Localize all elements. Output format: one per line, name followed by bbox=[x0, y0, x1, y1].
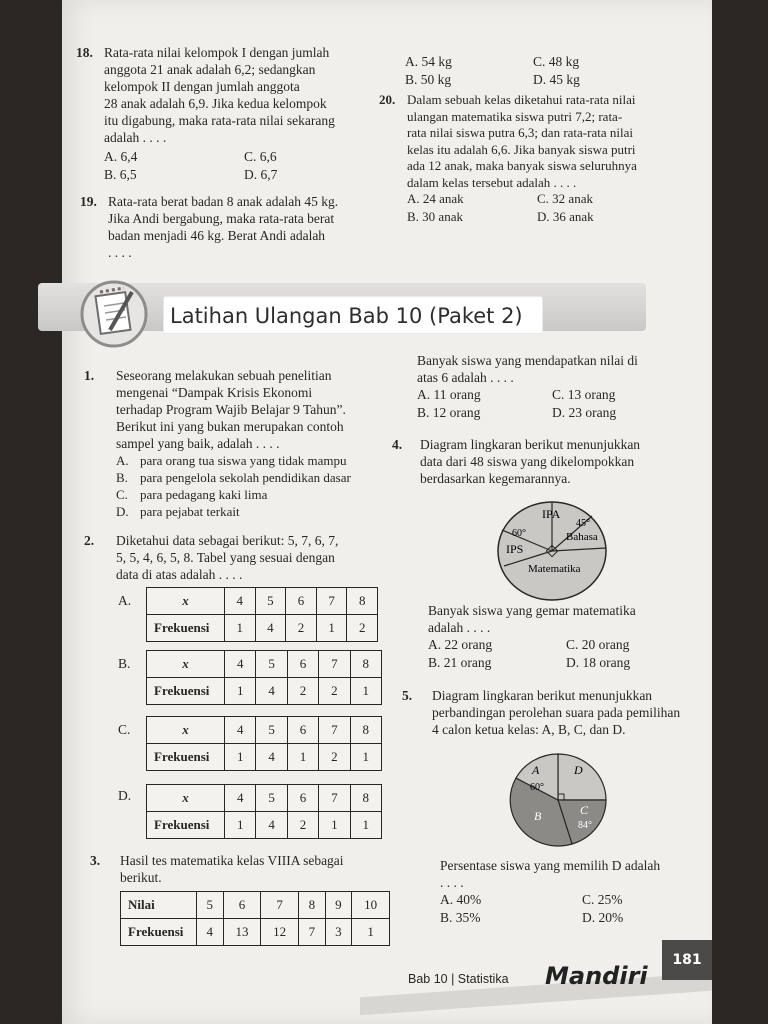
answer-option: D. 18 orang bbox=[566, 655, 631, 670]
question-line: Persentase siswa yang memilih D adalah bbox=[440, 858, 661, 873]
answer-options bbox=[104, 148, 369, 183]
answer-option: B. 30 anak bbox=[407, 208, 463, 224]
answer-option: D. 45 kg bbox=[533, 72, 580, 87]
table-cell: 8 bbox=[350, 717, 381, 744]
answer-option: A. 11 orang bbox=[417, 387, 481, 402]
page-number: 181 bbox=[662, 940, 712, 980]
table-cell: 4 bbox=[255, 615, 286, 642]
table-cell: 1 bbox=[352, 919, 390, 946]
table-cell: 4 bbox=[225, 651, 256, 678]
answer-option: B. 35% bbox=[440, 910, 481, 925]
table-cell: 7 bbox=[299, 919, 326, 946]
answer-options bbox=[428, 636, 698, 671]
problem-5-continued bbox=[440, 857, 708, 926]
table-cell: 1 bbox=[350, 678, 381, 705]
table-cell: 7 bbox=[319, 785, 350, 812]
table-cell: 5 bbox=[256, 651, 287, 678]
answer-option: D. 23 orang bbox=[552, 405, 617, 420]
table-cell: 7 bbox=[316, 588, 347, 615]
question-number: 18. bbox=[76, 45, 93, 60]
option-label: A. bbox=[118, 593, 132, 608]
question-line: adalah . . . . bbox=[104, 130, 167, 145]
header-frekuensi: Frekuensi bbox=[121, 919, 197, 946]
table-cell: 4 bbox=[225, 588, 256, 615]
answer-options bbox=[116, 452, 391, 520]
header-frekuensi: Frekuensi bbox=[147, 678, 225, 705]
nilai-frequency-table bbox=[120, 891, 390, 946]
table-cell: 5 bbox=[197, 892, 224, 919]
question-line: kelas itu adalah 6,6. Jika banyak siswa putri bbox=[407, 141, 636, 157]
problem-4 bbox=[392, 436, 690, 487]
answer-option: B. 21 orang bbox=[428, 655, 492, 670]
table-cell: 4 bbox=[225, 717, 256, 744]
table-cell: 1 bbox=[225, 615, 256, 642]
answer-option: B. 50 kg bbox=[405, 72, 452, 87]
answer-option: D. 20% bbox=[582, 910, 624, 925]
answer-option: C. 48 kg bbox=[533, 54, 580, 69]
answer-option: D. para pejabat terkait bbox=[116, 504, 240, 519]
question-line: Dalam sebuah kelas diketahui rata-rata nilai bbox=[407, 92, 636, 107]
frequency-table bbox=[146, 587, 378, 642]
question-line: Diagram lingkaran berikut menunjukkan bbox=[420, 437, 641, 452]
question-19 bbox=[80, 193, 373, 261]
frequency-table bbox=[146, 650, 382, 705]
table-cell: 2 bbox=[286, 615, 317, 642]
frequency-table bbox=[146, 716, 382, 771]
answer-option: C. 20 orang bbox=[566, 637, 630, 652]
question-number: 1. bbox=[84, 368, 95, 383]
table-cell: 13 bbox=[223, 919, 261, 946]
answer-option: D. 6,7 bbox=[244, 167, 278, 182]
answer-option: A. para orang tua siswa yang tidak mampu bbox=[116, 453, 347, 468]
table-cell: 2 bbox=[319, 744, 350, 771]
question-number: 20. bbox=[379, 92, 396, 107]
question-line: ada 12 anak, maka banyak siswa seluruhnya bbox=[407, 158, 637, 173]
question-line: dalam kelas tersebut adalah . . . . bbox=[407, 174, 577, 190]
question-line: itu digabung, maka rata-rata nilai sekarang bbox=[104, 113, 335, 128]
table-cell: 1 bbox=[225, 678, 256, 705]
answer-option: A. 54 kg bbox=[405, 54, 452, 69]
question-line: Rata-rata nilai kelompok I dengan jumlah bbox=[104, 45, 330, 60]
notepad-icon bbox=[80, 278, 150, 350]
answer-option: C. 25% bbox=[582, 892, 623, 907]
question-line: data dari 48 siswa yang dikelompokkan bbox=[420, 454, 635, 469]
question-line: rata nilai siswa putra 6,3; dan rata-rata nilai bbox=[407, 125, 633, 140]
table-cell: 7 bbox=[261, 892, 299, 919]
table-cell: 7 bbox=[319, 651, 350, 678]
answer-option: B. 6,5 bbox=[104, 167, 137, 182]
frequency-table bbox=[146, 784, 382, 839]
answer-option: B. para pengelola sekolah pendidikan dasar bbox=[116, 470, 351, 485]
table-cell: 2 bbox=[347, 615, 378, 642]
header-x: x bbox=[147, 588, 225, 615]
table-cell: 3 bbox=[325, 919, 352, 946]
question-line: 4 calon ketua kelas: A, B, C, dan D. bbox=[432, 722, 626, 737]
question-line: atas 6 adalah . . . . bbox=[417, 370, 514, 385]
question-line: kelompok II dengan jumlah anggota bbox=[104, 79, 300, 94]
table-cell: 8 bbox=[299, 892, 326, 919]
problem-3-continued bbox=[417, 352, 687, 421]
question-line: 28 anak adalah 6,9. Jika kedua kelompok bbox=[104, 96, 327, 111]
table-cell: 7 bbox=[319, 717, 350, 744]
pie-angle-c: 84° bbox=[578, 820, 592, 831]
table-cell: 5 bbox=[255, 588, 286, 615]
question-line: Seseorang melakukan sebuah penelitian bbox=[116, 368, 332, 383]
question-line: Rata-rata berat badan 8 anak adalah 45 kg. bbox=[108, 194, 339, 209]
table-cell: 6 bbox=[287, 717, 318, 744]
question-19-options bbox=[405, 53, 645, 88]
table-cell: 8 bbox=[350, 651, 381, 678]
answer-option: C. para pedagang kaki lima bbox=[116, 487, 268, 502]
pie-label-d: D bbox=[574, 763, 583, 777]
question-number: 19. bbox=[80, 194, 97, 209]
answer-option: A. 6,4 bbox=[104, 149, 138, 164]
header-x: x bbox=[147, 785, 225, 812]
table-cell: 5 bbox=[256, 717, 287, 744]
question-line: . . . . bbox=[108, 245, 132, 260]
answer-option: A. 40% bbox=[440, 892, 482, 907]
header-nilai: Nilai bbox=[121, 892, 197, 919]
question-line: anggota 21 anak adalah 6,2; sedangkan bbox=[104, 62, 316, 77]
pie-label-c: C bbox=[580, 803, 589, 817]
question-line: berdasarkan kegemarannya. bbox=[420, 471, 571, 486]
table-cell: 8 bbox=[347, 588, 378, 615]
question-line: Jika Andi bergabung, maka rata-rata berat bbox=[108, 211, 335, 226]
answer-options bbox=[407, 191, 677, 225]
question-line: adalah . . . . bbox=[428, 620, 491, 635]
table-cell: 4 bbox=[225, 785, 256, 812]
question-20 bbox=[379, 92, 677, 225]
chapter-label: Bab 10 | Statistika bbox=[408, 972, 509, 986]
answer-option: C. 13 orang bbox=[552, 387, 616, 402]
table-cell: 2 bbox=[287, 678, 318, 705]
answer-options bbox=[417, 386, 687, 421]
table-cell: 2 bbox=[319, 678, 350, 705]
pie-chart-hobbies bbox=[496, 500, 608, 602]
section-title: Latihan Ulangan Bab 10 (Paket 2) bbox=[163, 296, 543, 334]
table-cell: 1 bbox=[225, 812, 256, 839]
question-line: mengenai “Dampak Krisis Ekonomi bbox=[116, 385, 313, 400]
question-line: berikut. bbox=[120, 870, 162, 885]
question-line: Hasil tes matematika kelas VIIIA sebagai bbox=[120, 853, 344, 868]
pie-label-matematika: Matematika bbox=[528, 563, 581, 575]
table-cell: 4 bbox=[197, 919, 224, 946]
option-label: C. bbox=[118, 722, 131, 737]
answer-option: B. 12 orang bbox=[417, 405, 481, 420]
table-cell: 4 bbox=[256, 812, 287, 839]
table-cell: 2 bbox=[287, 812, 318, 839]
answer-option: D. 36 anak bbox=[537, 208, 594, 224]
question-line: perbandingan perolehan suara pada pemilihan bbox=[432, 705, 681, 720]
pie-angle-ips: 60° bbox=[512, 528, 526, 539]
table-cell: 1 bbox=[350, 744, 381, 771]
question-number: 3. bbox=[90, 853, 101, 868]
table-cell: 6 bbox=[287, 785, 318, 812]
answer-option: C. 32 anak bbox=[537, 191, 593, 206]
pie-chart-votes bbox=[508, 752, 608, 848]
question-line: Diketahui data sebagai berikut: 5, 7, 6, 7, bbox=[116, 533, 339, 548]
table-cell: 1 bbox=[319, 812, 350, 839]
question-line: ulangan matematika siswa putri 7,2; rata- bbox=[407, 108, 623, 124]
header-x: x bbox=[147, 717, 225, 744]
question-line: Banyak siswa yang gemar matematika bbox=[428, 603, 636, 618]
option-label: D. bbox=[118, 788, 132, 803]
pie-angle-a: 60° bbox=[530, 782, 544, 793]
table-cell: 5 bbox=[256, 785, 287, 812]
answer-option: A. 24 anak bbox=[407, 191, 464, 206]
problem-4-continued bbox=[428, 602, 698, 671]
question-line: . . . . bbox=[440, 875, 464, 890]
table-cell: 6 bbox=[286, 588, 317, 615]
answer-option: C. 6,6 bbox=[244, 149, 277, 164]
pie-label-ipa: IPA bbox=[542, 507, 561, 521]
question-18 bbox=[76, 44, 369, 183]
problem-3 bbox=[90, 852, 395, 886]
pie-label-bahasa: Bahasa bbox=[566, 531, 598, 543]
question-line: Diagram lingkaran berikut menunjukkan bbox=[432, 688, 653, 703]
question-line: data di atas adalah . . . . bbox=[116, 567, 243, 582]
pie-label-a: A bbox=[532, 763, 540, 777]
table-cell: 4 bbox=[256, 744, 287, 771]
table-cell: 1 bbox=[316, 615, 347, 642]
option-label: B. bbox=[118, 656, 131, 671]
answer-options bbox=[440, 891, 708, 926]
pie-angle-bahasa: 45° bbox=[576, 518, 590, 529]
table-cell: 6 bbox=[223, 892, 261, 919]
header-frekuensi: Frekuensi bbox=[147, 615, 225, 642]
question-line: sampel yang baik, adalah . . . . bbox=[116, 436, 280, 451]
table-cell: 10 bbox=[352, 892, 390, 919]
header-x: x bbox=[147, 651, 225, 678]
question-line: badan menjadi 46 kg. Berat Andi adalah bbox=[108, 228, 326, 243]
header-frekuensi: Frekuensi bbox=[147, 744, 225, 771]
table-cell: 9 bbox=[325, 892, 352, 919]
question-number: 4. bbox=[392, 437, 403, 452]
pie-label-ips: IPS bbox=[506, 542, 524, 556]
pie-label-b: B bbox=[534, 809, 542, 823]
table-cell: 1 bbox=[287, 744, 318, 771]
question-number: 2. bbox=[84, 533, 95, 548]
problem-2 bbox=[84, 532, 391, 583]
table-cell: 4 bbox=[256, 678, 287, 705]
table-cell: 8 bbox=[350, 785, 381, 812]
table-cell: 6 bbox=[287, 651, 318, 678]
answer-option: A. 22 orang bbox=[428, 637, 493, 652]
question-line: Berikut ini yang bukan merupakan contoh bbox=[116, 419, 344, 434]
question-number: 5. bbox=[402, 688, 413, 703]
table-cell: 1 bbox=[225, 744, 256, 771]
question-line: Banyak siswa yang mendapatkan nilai di bbox=[417, 353, 638, 368]
table-cell: 12 bbox=[261, 919, 299, 946]
header-frekuensi: Frekuensi bbox=[147, 812, 225, 839]
question-line: terhadap Program Wajib Belajar 9 Tahun”. bbox=[116, 402, 346, 417]
table-cell: 1 bbox=[350, 812, 381, 839]
question-line: 5, 5, 4, 6, 5, 8. Tabel yang sesuai dengan bbox=[116, 550, 335, 565]
problem-5 bbox=[402, 687, 702, 738]
brand-logo: Mandiri bbox=[545, 962, 648, 990]
problem-1 bbox=[84, 367, 391, 520]
